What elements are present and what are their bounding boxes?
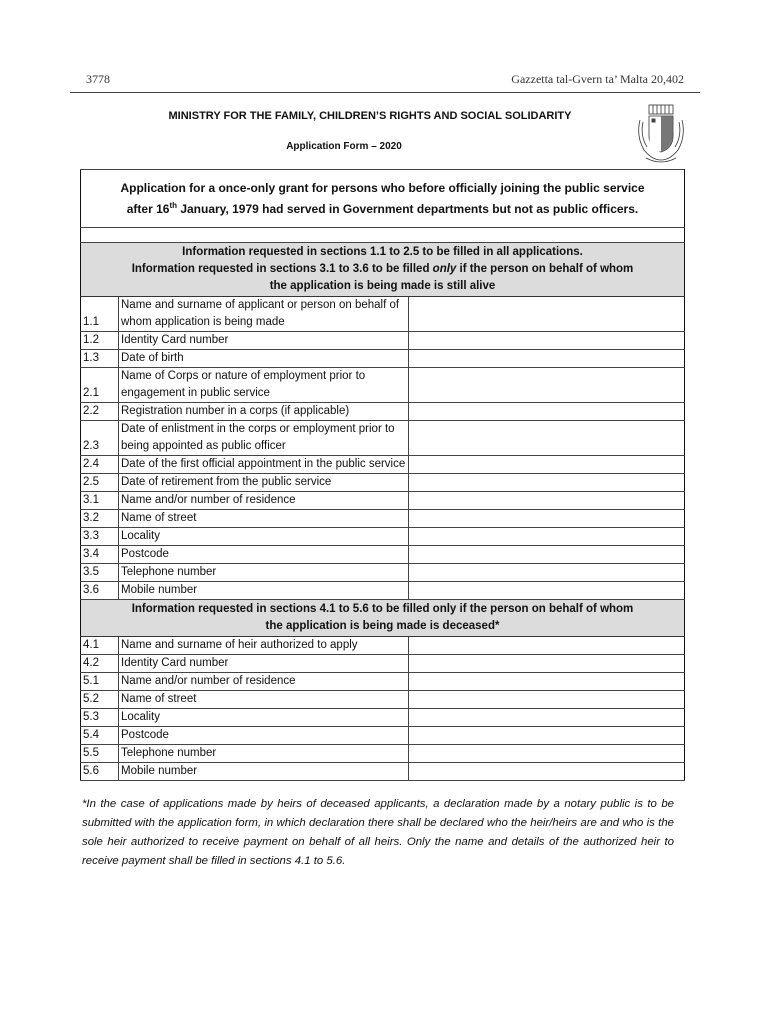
blank-row — [81, 228, 685, 243]
row-label: Date of the first official appointment in the public service — [119, 456, 409, 474]
row-label: Locality — [119, 709, 409, 727]
answer-field[interactable] — [409, 368, 685, 403]
row-label: Name of street — [119, 510, 409, 528]
row-label: Date of retirement from the public service — [119, 474, 409, 492]
row-number: 2.1 — [81, 368, 119, 403]
row-number: 5.5 — [81, 745, 119, 763]
answer-field[interactable] — [409, 637, 685, 655]
table-row — [81, 350, 685, 368]
answer-field[interactable] — [409, 332, 685, 350]
section-b-heading: Information requested in sections 4.1 to 5.6 to be filled only if the person on behalf of whom the application is being made is deceased* — [81, 600, 685, 637]
table-row — [81, 763, 685, 781]
table-row — [81, 403, 685, 421]
answer-field[interactable] — [409, 474, 685, 492]
row-number: 1.2 — [81, 332, 119, 350]
answer-field[interactable] — [409, 582, 685, 600]
row-number: 1.3 — [81, 350, 119, 368]
answer-field[interactable] — [409, 763, 685, 781]
row-label: Name of Corps or nature of employment prior to engagement in public service — [119, 368, 409, 403]
malta-coat-of-arms-icon — [632, 102, 690, 168]
row-number: 2.2 — [81, 403, 119, 421]
table-row — [81, 637, 685, 655]
table-row — [81, 564, 685, 582]
row-number: 3.1 — [81, 492, 119, 510]
row-label: Postcode — [119, 727, 409, 745]
answer-field[interactable] — [409, 403, 685, 421]
table-row — [81, 691, 685, 709]
table-row — [81, 582, 685, 600]
row-number: 3.5 — [81, 564, 119, 582]
row-number: 2.5 — [81, 474, 119, 492]
table-row — [81, 673, 685, 691]
answer-field[interactable] — [409, 492, 685, 510]
table-row — [81, 745, 685, 763]
table-row — [81, 474, 685, 492]
row-number: 5.3 — [81, 709, 119, 727]
table-row — [81, 528, 685, 546]
answer-field[interactable] — [409, 691, 685, 709]
row-number: 3.4 — [81, 546, 119, 564]
page-number: 3778 — [86, 72, 110, 86]
row-label: Name and surname of applicant or person on behalf of whom application is being made — [119, 297, 409, 332]
table-row — [81, 709, 685, 727]
answer-field[interactable] — [409, 709, 685, 727]
row-label: Mobile number — [119, 763, 409, 781]
answer-field[interactable] — [409, 350, 685, 368]
row-label: Locality — [119, 528, 409, 546]
gazette-title: Gazzetta tal-Gvern ta’ Malta 20,402 — [511, 72, 684, 86]
row-number: 4.2 — [81, 655, 119, 673]
answer-field[interactable] — [409, 546, 685, 564]
application-form-table — [80, 169, 685, 781]
table-row — [81, 510, 685, 528]
answer-field[interactable] — [409, 297, 685, 332]
form-intro: Application for a once-only grant for persons who before officially joining the public service after 16th January, 1979 had served in Government departments but not as public officers. — [81, 170, 685, 228]
row-label: Registration number in a corps (if applicable) — [119, 403, 409, 421]
row-label: Name of street — [119, 691, 409, 709]
table-row — [81, 492, 685, 510]
gazette-header — [70, 72, 700, 93]
form-intro-row — [81, 170, 685, 228]
answer-field[interactable] — [409, 421, 685, 456]
answer-field[interactable] — [409, 564, 685, 582]
answer-field[interactable] — [409, 456, 685, 474]
row-number: 5.2 — [81, 691, 119, 709]
form-title: Application Form – 2020 — [286, 141, 402, 152]
row-number: 2.4 — [81, 456, 119, 474]
row-label: Identity Card number — [119, 332, 409, 350]
row-number: 3.2 — [81, 510, 119, 528]
row-label: Postcode — [119, 546, 409, 564]
row-label: Mobile number — [119, 582, 409, 600]
row-number: 5.1 — [81, 673, 119, 691]
table-row — [81, 456, 685, 474]
section-a-heading: Information requested in sections 1.1 to 2.5 to be filled in all applications. Information requested in sections 3.1 to 3.6 to be filled only if the person on behalf of whom the application is being made is still alive — [81, 243, 685, 297]
answer-field[interactable] — [409, 745, 685, 763]
table-row — [81, 421, 685, 456]
answer-field[interactable] — [409, 528, 685, 546]
table-row — [81, 297, 685, 332]
row-number: 2.3 — [81, 421, 119, 456]
row-label: Date of birth — [119, 350, 409, 368]
answer-field[interactable] — [409, 510, 685, 528]
answer-field[interactable] — [409, 727, 685, 745]
table-row — [81, 368, 685, 403]
row-label: Date of enlistment in the corps or employment prior to being appointed as public officer — [119, 421, 409, 456]
row-number: 3.6 — [81, 582, 119, 600]
row-number: 3.3 — [81, 528, 119, 546]
row-label: Name and/or number of residence — [119, 492, 409, 510]
table-row — [81, 655, 685, 673]
row-label: Telephone number — [119, 745, 409, 763]
row-label: Telephone number — [119, 564, 409, 582]
row-label: Identity Card number — [119, 655, 409, 673]
ministry-title: MINISTRY FOR THE FAMILY, CHILDREN’S RIGHTS AND SOCIAL SOLIDARITY — [168, 110, 572, 122]
footnote: *In the case of applications made by heirs of deceased applicants, a declaration made by a notary public is to be submitted with the application form, in which declaration there shall be declared who the heir/heirs are and who is the sole heir authorized to receive payment on behalf of all heirs. Only the name and details of the authorized heir to receive payment shall be filled in sections 4.1 to 5.6. — [82, 798, 674, 867]
row-number: 1.1 — [81, 297, 119, 332]
row-number: 4.1 — [81, 637, 119, 655]
answer-field[interactable] — [409, 673, 685, 691]
answer-field[interactable] — [409, 655, 685, 673]
table-row — [81, 727, 685, 745]
row-number: 5.6 — [81, 763, 119, 781]
row-label: Name and/or number of residence — [119, 673, 409, 691]
table-row — [81, 546, 685, 564]
table-row — [81, 332, 685, 350]
row-number: 5.4 — [81, 727, 119, 745]
row-label: Name and surname of heir authorized to apply — [119, 637, 409, 655]
